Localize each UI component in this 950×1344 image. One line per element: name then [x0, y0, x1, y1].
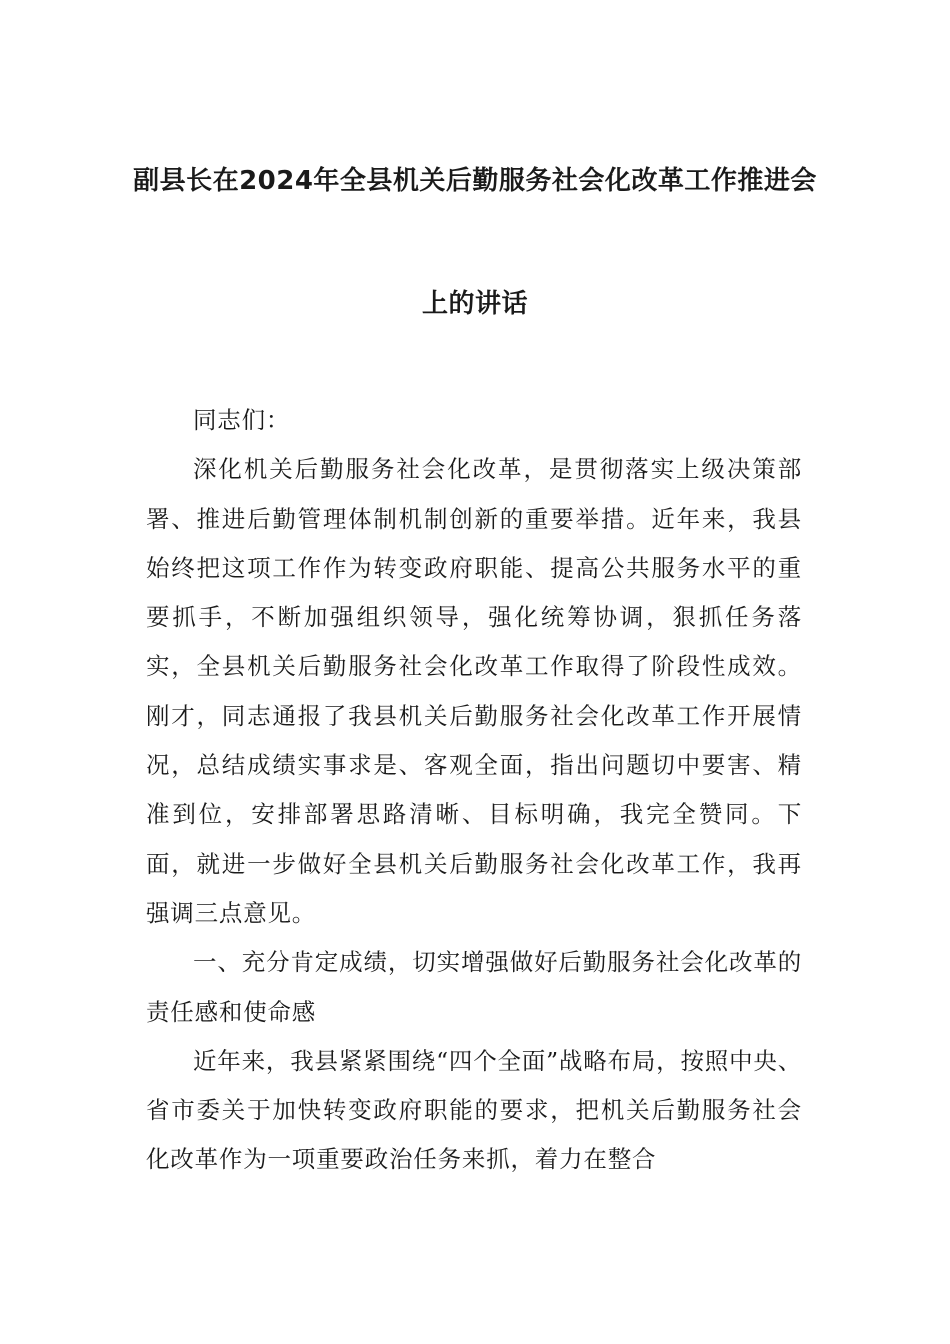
document-title-line-2: 上的讲话 [421, 289, 528, 319]
body-paragraph: 深化机关后勤服务社会化改革，是贯彻落实上级决策部署、推进后勤管理体制机制创新的重要举措。近年来，我县始终把这项工作作为转变政府职能、提高公共服务水平的重要抓手，不断加强组织领导，强化统筹协调，狠抓任务落实，全县机关后勤服务社会化改革工作取得了阶段性成效。刚才，同志通报了我县机关后勤服务社会化改革工作开展情况，总结成绩实事求是、客观全面，指出问题切中要害、精准到位，安排部署思路清晰、目标明确，我完全赞同。下面，就进一步做好全县机关后勤服务社会化改革工作，我再强调三点意见。 [146, 455, 802, 927]
body-paragraph: 近年来，我县紧紧围绕“四个全面”战略布局，按照中央、省市委关于加快转变政府职能的要求，把机关后勤服务社会化改革作为一项重要政治任务来抓，着力在整合 [146, 1046, 802, 1174]
salutation: 同志们： [193, 406, 291, 434]
section-heading: 一、充分肯定成绩，切实增强做好后勤服务社会化改革的责任感和使命感 [146, 948, 802, 1026]
document-body [146, 396, 802, 1185]
document-title-line-1: 副县长在2024年全县机关后勤服务社会化改革工作推进会 [133, 166, 817, 196]
